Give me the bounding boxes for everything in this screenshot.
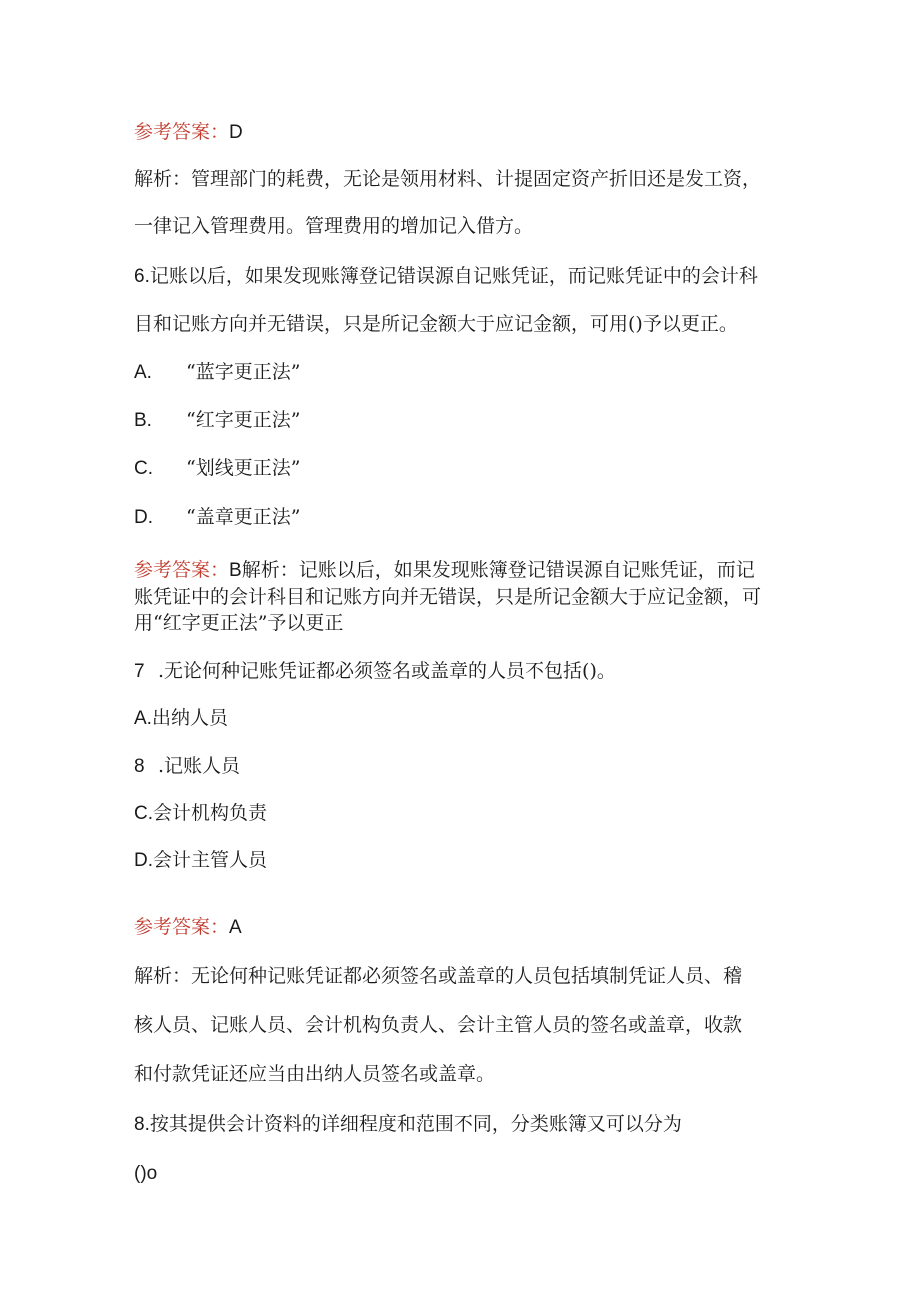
question-number: 7 [134, 661, 145, 682]
option-letter: C. [134, 458, 153, 479]
option-letter: C. [134, 803, 153, 824]
option-text: .记账人员 [158, 755, 241, 777]
explanation-5-line-2 [134, 214, 533, 238]
question-6-option-d [134, 505, 300, 530]
question-8-line-1 [134, 1112, 682, 1137]
explanation-text: 用“红字更正法”予以更正 [134, 612, 344, 634]
option-letter: A. [134, 708, 152, 729]
question-text: 记账以后，如果发现账簿登记错误源自记账凭证，而记账凭证中的会计科 [149, 265, 758, 287]
answer-value: B [229, 560, 242, 581]
explanation-text: 一律记入管理费用。管理费用的增加记入借方。 [134, 215, 534, 237]
question-number: 8. [134, 1114, 150, 1135]
answer-label: 参考答案： [134, 559, 230, 581]
question-text: .无论何种记账凭证都必须签名或盖章的人员不包括()。 [158, 660, 616, 682]
explanation-label: 解析： [134, 168, 192, 190]
answer-6-line-3 [134, 610, 343, 636]
question-7-option-d [134, 848, 267, 873]
answer-6-line-2 [134, 584, 761, 610]
question-7-option-b [134, 754, 240, 779]
question-6-option-c [134, 456, 300, 481]
question-7-option-c [134, 801, 267, 826]
question-6-line-1 [134, 264, 758, 289]
explanation-text: 核人员、记账人员、会计机构负责人、会计主管人员的签名或盖章，收款 [134, 1014, 743, 1036]
answer-value: A [229, 917, 242, 938]
question-7 [134, 659, 616, 684]
explanation-7-line-1 [134, 964, 742, 988]
option-letter: A. [134, 362, 152, 383]
question-text: 目和记账方向并无错误，只是所记金额大于应记金额，可用()予以更正。 [134, 313, 738, 335]
explanation-text: 和付款凭证还应当由出纳人员签名或盖章。 [134, 1063, 496, 1085]
option-text: “蓝字更正法” [186, 361, 301, 383]
explanation-text: 解析：记账以后，如果发现账簿登记错误源自记账凭证，而记 [241, 559, 755, 581]
question-6-line-2 [134, 312, 738, 336]
option-text: “划线更正法” [186, 457, 301, 479]
option-text: 会计主管人员 [153, 849, 268, 871]
question-text: ()o [134, 1163, 158, 1184]
answer-label: 参考答案： [134, 916, 230, 938]
option-text: 出纳人员 [151, 707, 228, 729]
explanation-text: 无论何种记账凭证都必须签名或盖章的人员包括填制凭证人员、稽 [191, 965, 743, 987]
option-letter: 8 [134, 756, 145, 777]
option-text: “红字更正法” [186, 409, 301, 431]
option-letter: D. [134, 507, 153, 528]
explanation-7-line-3 [134, 1062, 495, 1086]
answer-7 [134, 915, 242, 940]
explanation-text: 账凭证中的会计科目和记账方向并无错误，只是所记金额大于应记金额，可 [134, 586, 762, 608]
explanation-5-line-1 [134, 167, 761, 191]
question-number: 6. [134, 266, 150, 287]
option-letter: D. [134, 850, 153, 871]
explanation-label: 解析： [134, 965, 192, 987]
question-6-option-b [134, 408, 300, 433]
answer-value: D [229, 122, 243, 143]
question-8-line-2 [134, 1162, 157, 1186]
question-7-option-a [134, 706, 228, 731]
question-6-option-a [134, 360, 300, 385]
answer-6-line-1 [134, 557, 755, 584]
option-text: “盖章更正法” [186, 506, 301, 528]
explanation-text: 管理部门的耗费，无论是领用材料、计提固定资产折旧还是发工资， [191, 168, 762, 190]
answer-label: 参考答案： [134, 121, 230, 143]
option-letter: B. [134, 410, 152, 431]
question-text: 按其提供会计资料的详细程度和范围不同，分类账簿又可以分为 [149, 1113, 682, 1135]
option-text: 会计机构负责 [153, 802, 268, 824]
explanation-7-line-2 [134, 1013, 742, 1037]
answer-5 [134, 120, 243, 145]
